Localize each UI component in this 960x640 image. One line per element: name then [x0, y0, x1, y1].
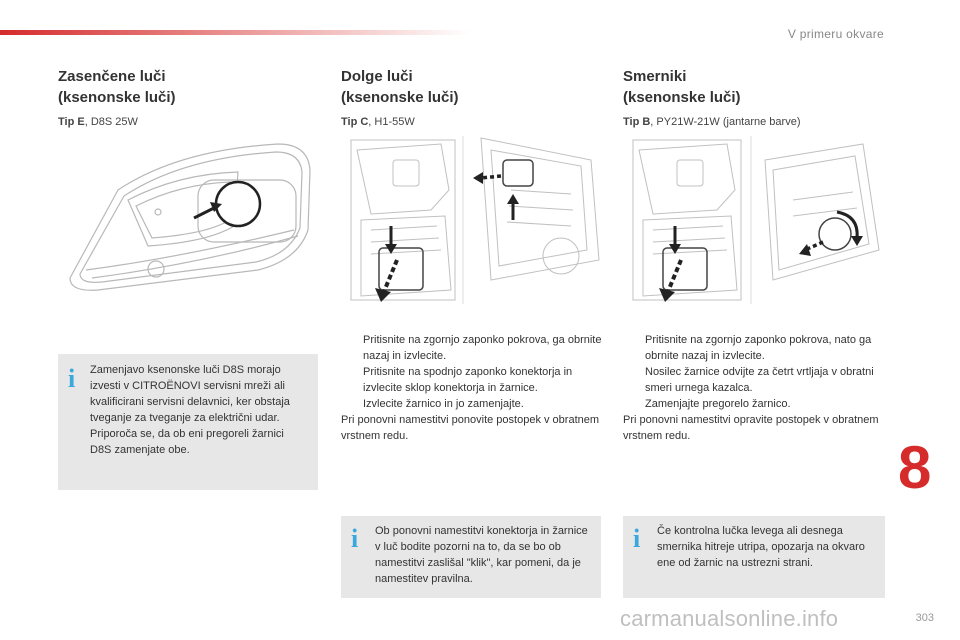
- info-icon: i: [351, 524, 359, 553]
- info-box-connector: [341, 516, 601, 598]
- column-indicator: [623, 66, 885, 128]
- header-accent-bar: [0, 30, 470, 35]
- list-item: Pritisnite na spodnjo zaponko konektorja in izvlecite sklop konektorja in žarnice.: [363, 366, 573, 394]
- list-item: Pritisnite na zgornjo zaponko pokrova, ga obrnite nazaj in izvlecite.: [363, 334, 602, 362]
- heading-low-beam: Zasenčene luči (ksenonske luči): [58, 68, 176, 106]
- chapter-number: 8: [898, 434, 932, 501]
- bulb-type-indicator: Tip B, PY21W-21W (jantarne barve): [623, 116, 801, 128]
- info-box-warning: [623, 516, 885, 598]
- steps-indicator: [623, 332, 885, 444]
- reinstall-note-high-beam: Pri ponovni namestitvi ponovite postopek v obratnem vrstnem redu.: [341, 414, 600, 442]
- indicator-illustration: [623, 130, 885, 310]
- reinstall-note-indicator: Pri ponovni namestitvi opravite postopek v obratnem vrstnem redu.: [623, 414, 879, 442]
- list-item: Nosilec žarnice odvijte za četrt vrtljaja v obratni smeri urnega kazalca.: [645, 366, 874, 394]
- info-icon: i: [68, 364, 76, 393]
- section-title: V primeru okvare: [787, 27, 884, 41]
- high-beam-illustration: [341, 130, 603, 310]
- bulb-type-low-beam: Tip E, D8S 25W: [58, 116, 138, 128]
- heading-high-beam: Dolge luči (ksenonske luči): [341, 68, 459, 106]
- list-item: Zamenjajte pregorelo žarnico.: [645, 398, 791, 410]
- column-high-beam: [341, 66, 603, 128]
- heading-indicator: Smerniki (ksenonske luči): [623, 68, 741, 106]
- info-text-warning: Če kontrolna lučka levega ali desnega smernika hitreje utripa, opozarja na okvaro ene od žarnic na ustrezni strani.: [657, 525, 865, 569]
- list-item: Izvlecite žarnico in jo zamenjajte.: [363, 398, 524, 410]
- bulb-type-high-beam: Tip C, H1-55W: [341, 116, 415, 128]
- page-number: 303: [915, 612, 934, 624]
- info-text-connector: Ob ponovni namestitvi konektorja in žarnice v luč bodite pozorni na to, da se bo ob namestitvi zaslišal "klik", kar pomeni, da je namestitev pravilna.: [375, 525, 588, 585]
- list-item: Pritisnite na zgornjo zaponko pokrova, nato ga obrnite nazaj in izvlecite.: [645, 334, 872, 362]
- info-text-xenon: Zamenjavo ksenonske luči D8S morajo izvesti v CITROËNOVI servisni mreži ali kvalificirani servisni delavnici, ker obstaja tveganje za tveganje za električni udar. Priporoča se, da ob eni pregoreli žarnici D8S zamenjate obe.: [90, 364, 290, 456]
- bulb-location-icon: [216, 182, 260, 226]
- steps-high-beam: [341, 332, 603, 444]
- info-box-xenon: [58, 354, 318, 490]
- info-icon: i: [633, 524, 641, 553]
- watermark: carmanualsonline.info: [620, 606, 839, 631]
- column-low-beam: [58, 66, 320, 128]
- headlamp-illustration: [58, 130, 320, 310]
